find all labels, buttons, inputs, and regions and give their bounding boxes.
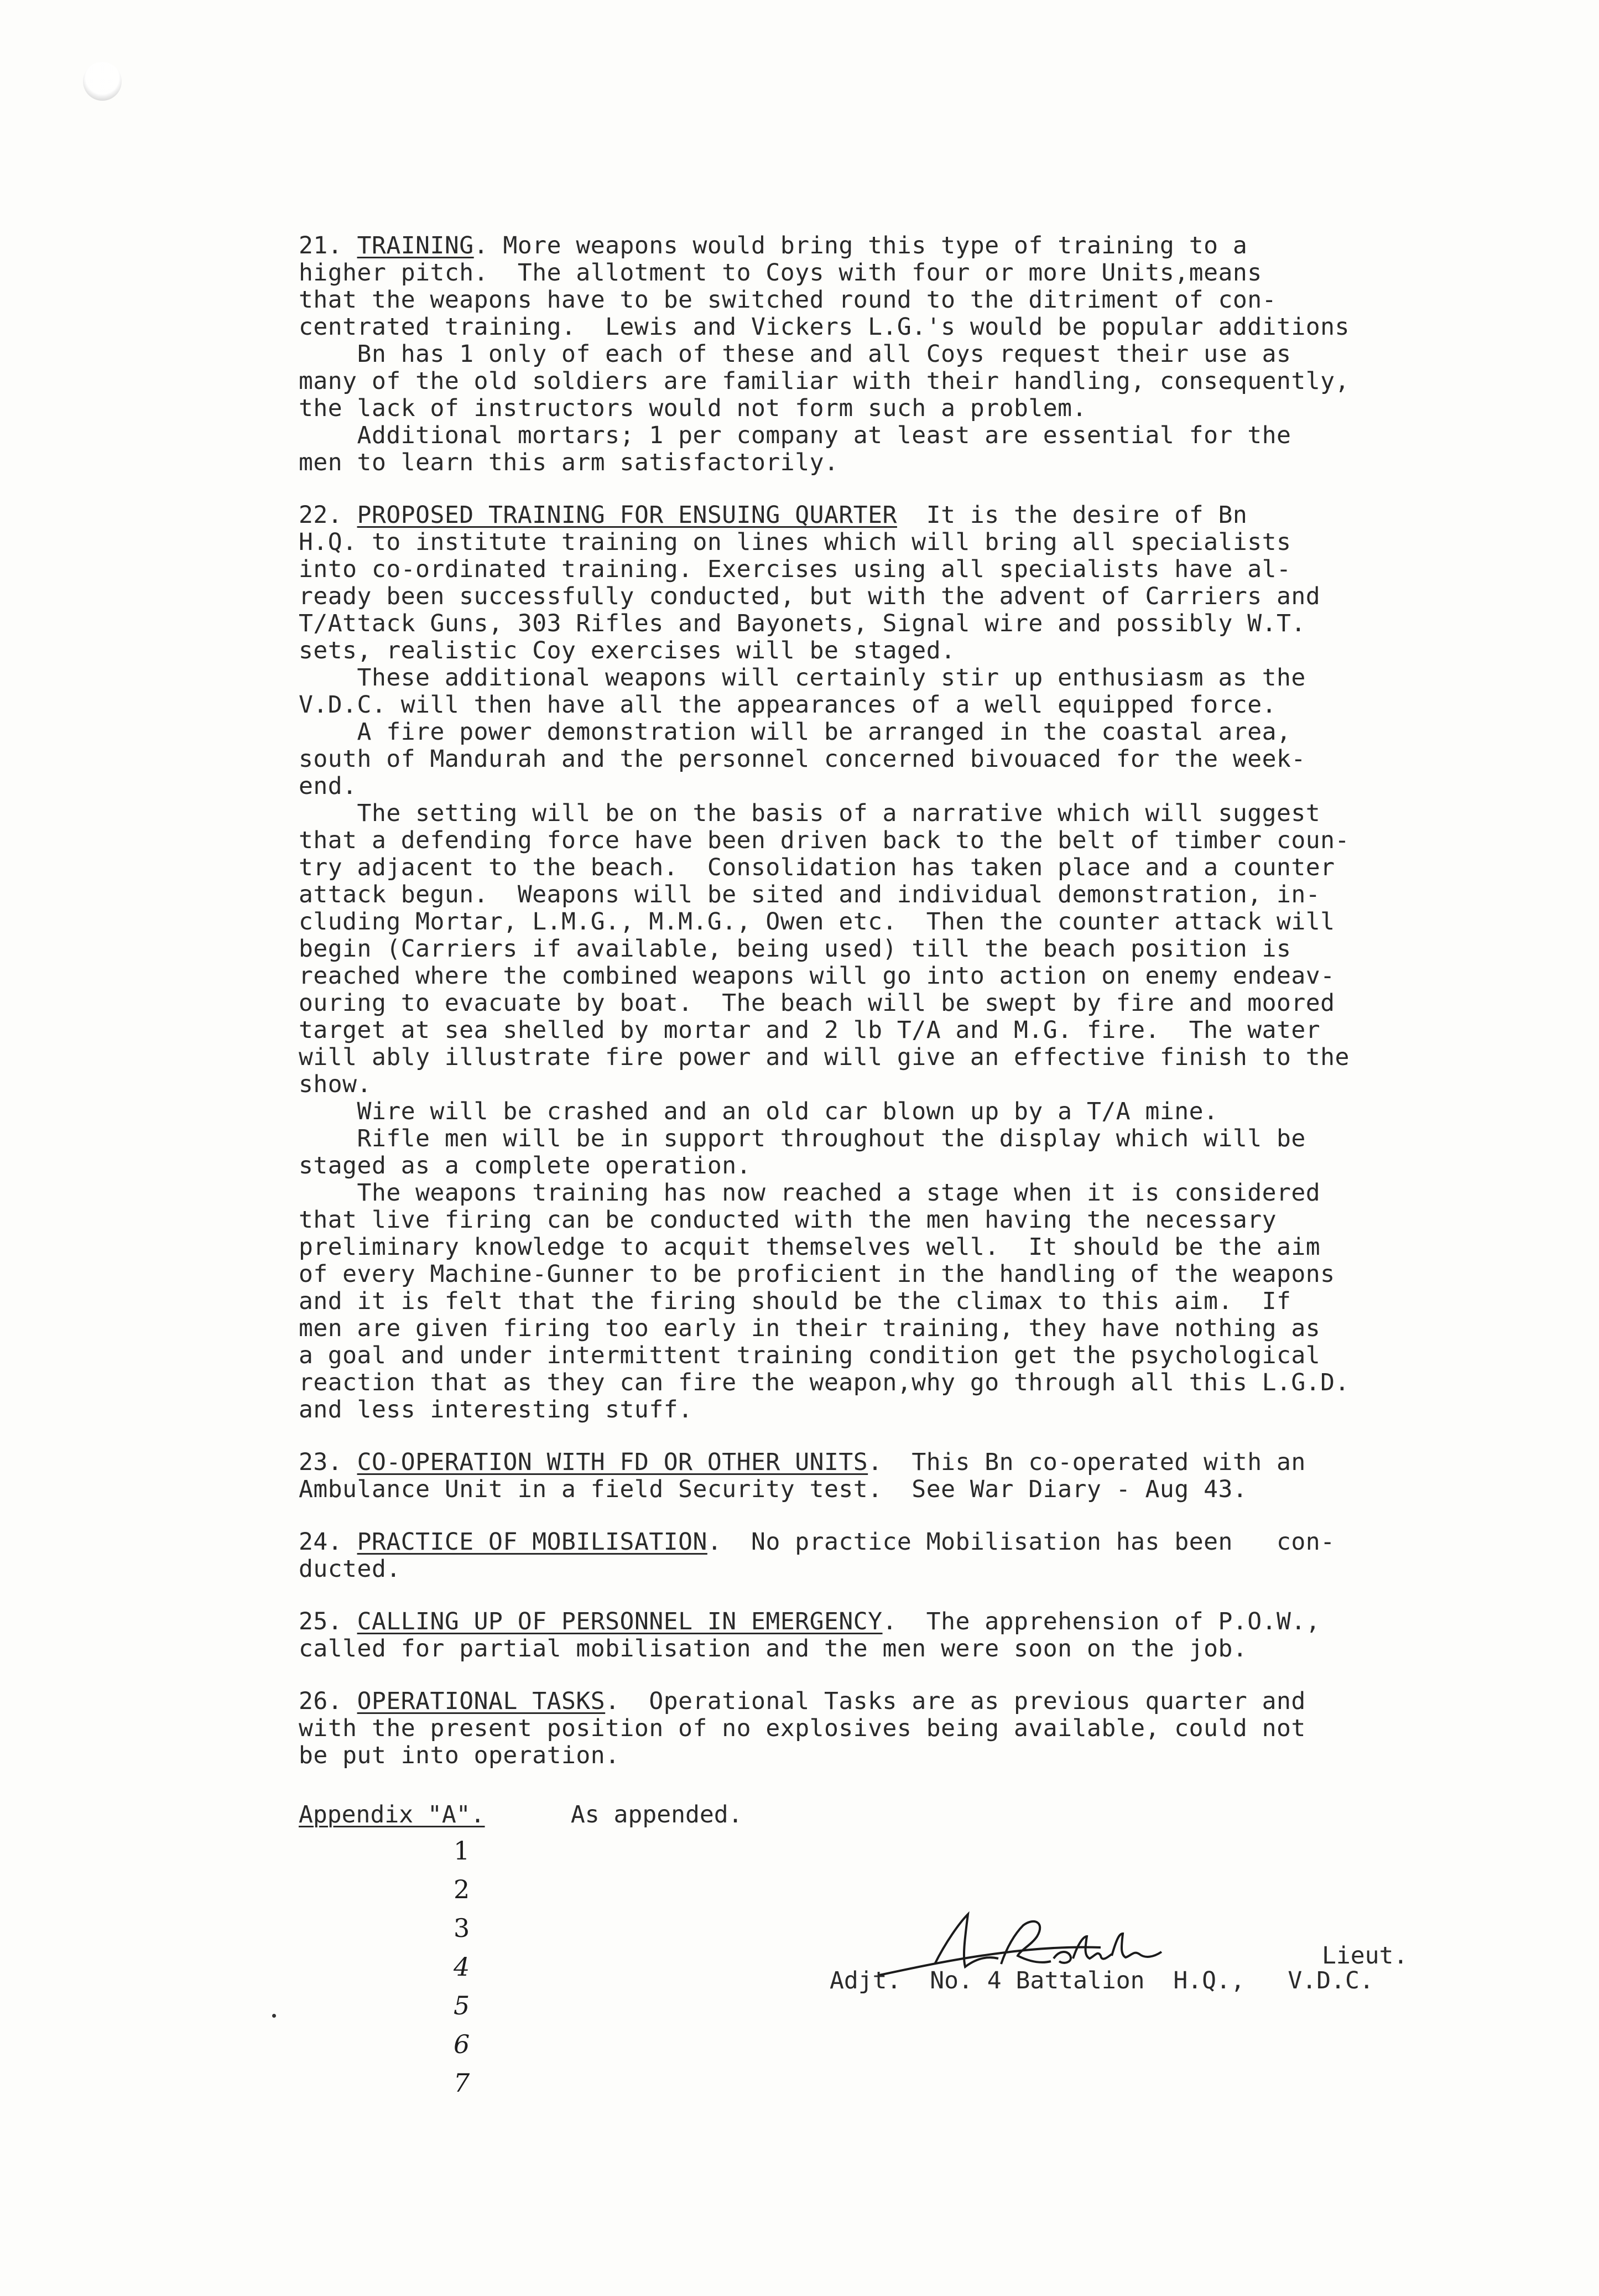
text-line: south of Mandurah and the personnel concerned bivouaced for the week-	[299, 745, 1306, 773]
paragraph-text: . The apprehension of P.O.W.,	[882, 1608, 1321, 1635]
paragraph-text: . This Bn co-operated with an	[868, 1448, 1306, 1476]
paragraph-text: It is the desire of Bn	[897, 501, 1248, 529]
text-line: The weapons training has now reached a stage when it is considered	[299, 1179, 1321, 1207]
appendix-number: 4	[454, 1952, 470, 1982]
appendix-number: 5	[454, 1991, 470, 2020]
paragraph	[299, 1688, 1460, 1769]
paragraph-number: 23.	[299, 1448, 357, 1476]
signature-rank: Lieut.	[1322, 1942, 1408, 1970]
text-line	[299, 232, 1460, 259]
text-line: reaction that as they can fire the weapon,why go through all this L.G.D.	[299, 1369, 1350, 1396]
text-line: many of the old soldiers are familiar with their handling, consequently,	[299, 367, 1350, 395]
text-line: with the present position of no explosives being available, could not	[299, 1715, 1306, 1742]
appendix-number: 6	[454, 2029, 470, 2059]
appendix-number-list	[454, 1831, 470, 2102]
appendix-number: 2	[454, 1874, 470, 1904]
paragraph	[299, 1529, 1460, 1583]
text-line: cluding Mortar, L.M.G., M.M.G., Owen etc. Then the counter attack will	[299, 908, 1335, 936]
paragraph-heading: PRACTICE OF MOBILISATION	[357, 1528, 707, 1556]
text-line	[299, 1449, 1460, 1476]
text-line: that a defending force have been driven back to the belt of timber coun-	[299, 827, 1350, 854]
paragraph-text: . Operational Tasks are as previous quarter and	[605, 1687, 1306, 1715]
text-line: be put into operation.	[299, 1742, 620, 1769]
text-line: and less interesting stuff.	[299, 1396, 693, 1424]
paragraph-number: 21.	[299, 232, 357, 259]
paragraph-heading: CO-OPERATION WITH FD OR OTHER UNITS	[357, 1448, 868, 1476]
text-line: V.D.C. will then have all the appearances of a well equipped force.	[299, 691, 1277, 719]
text-line	[299, 1688, 1460, 1715]
appendix-number: 7	[454, 2068, 470, 2098]
text-line: ducted.	[299, 1555, 401, 1583]
text-line: show.	[299, 1071, 372, 1098]
text-line: reached where the combined weapons will go into action on enemy endeav-	[299, 962, 1335, 990]
paragraph-heading: TRAINING	[357, 232, 474, 259]
text-line: try adjacent to the beach. Consolidation has taken place and a counter	[299, 854, 1335, 881]
paragraph	[299, 232, 1460, 476]
text-line: begin (Carriers if available, being used) till the beach position is	[299, 935, 1291, 963]
text-line: will ably illustrate fire power and will give an effective finish to the	[299, 1043, 1350, 1071]
paragraph-heading: CALLING UP OF PERSONNEL IN EMERGENCY	[357, 1608, 883, 1635]
text-line: that the weapons have to be switched round to the ditriment of con-	[299, 286, 1277, 314]
text-line: of every Machine-Gunner to be proficient in the handling of the weapons	[299, 1260, 1335, 1288]
text-line: men to learn this arm satisfactorily.	[299, 449, 839, 476]
text-line: The setting will be on the basis of a narrative which will suggest	[299, 799, 1321, 827]
punch-hole	[83, 62, 122, 101]
text-line: Ambulance Unit in a field Security test. See War Diary - Aug 43.	[299, 1476, 1248, 1503]
paragraph-heading: PROPOSED TRAINING FOR ENSUING QUARTER	[357, 501, 897, 529]
text-line: H.Q. to institute training on lines which will bring all specialists	[299, 528, 1291, 556]
text-line: men are given firing too early in their training, they have nothing as	[299, 1315, 1321, 1342]
paragraph-text: . No practice Mobilisation has been con-	[707, 1528, 1335, 1556]
report-body	[299, 232, 1460, 1795]
text-line: ouring to evacuate by boat. The beach will be swept by fire and moored	[299, 989, 1335, 1017]
text-line: target at sea shelled by mortar and 2 lb T/A and M.G. fire. The water	[299, 1016, 1321, 1044]
text-line: ready been successfully conducted, but with the advent of Carriers and	[299, 583, 1321, 610]
signature-title: Adjt. No. 4 Battalion H.Q., V.D.C.	[830, 1967, 1374, 1994]
text-line: Wire will be crashed and an old car blown up by a T/A mine.	[299, 1098, 1218, 1125]
text-line: centrated training. Lewis and Vickers L.G.'s would be popular additions	[299, 313, 1350, 341]
text-line: that live firing can be conducted with the men having the necessary	[299, 1206, 1277, 1234]
paragraph	[299, 502, 1460, 1424]
text-line: Rifle men will be in support throughout the display which will be	[299, 1125, 1306, 1152]
text-line: preliminary knowledge to acquit themselves well. It should be the aim	[299, 1233, 1321, 1261]
text-line: attack begun. Weapons will be sited and individual demonstration, in-	[299, 881, 1321, 908]
paragraph-number: 25.	[299, 1608, 357, 1635]
stray-mark	[272, 2014, 276, 2018]
text-line: T/Attack Guns, 303 Rifles and Bayonets, Signal wire and possibly W.T.	[299, 610, 1306, 637]
paragraph-number: 24.	[299, 1528, 357, 1556]
paragraph-text: . More weapons would bring this type of training to a	[473, 232, 1248, 259]
text-line: into co-ordinated training. Exercises using all specialists have al-	[299, 555, 1291, 583]
text-line: end.	[299, 772, 357, 800]
appendix-line	[299, 1801, 743, 1829]
text-line: Bn has 1 only of each of these and all Coys request their use as	[299, 340, 1291, 368]
text-line	[299, 502, 1460, 529]
text-line	[299, 1529, 1460, 1556]
paragraph-number: 26.	[299, 1687, 357, 1715]
text-line	[299, 1608, 1460, 1635]
text-line: higher pitch. The allotment to Coys with four or more Units,means	[299, 259, 1262, 287]
text-line: sets, realistic Coy exercises will be staged.	[299, 637, 956, 664]
text-line: Additional mortars; 1 per company at least are essential for the	[299, 422, 1291, 449]
text-line: the lack of instructors would not form such a problem.	[299, 394, 1087, 422]
text-line: a goal and under intermittent training condition get the psychological	[299, 1342, 1321, 1369]
text-line: A fire power demonstration will be arranged in the coastal area,	[299, 718, 1291, 746]
text-line: and it is felt that the firing should be the climax to this aim. If	[299, 1287, 1291, 1315]
text-line: staged as a complete operation.	[299, 1152, 752, 1180]
appendix-label: Appendix "A".	[299, 1801, 485, 1829]
appendix-number: 3	[454, 1913, 470, 1943]
paragraph	[299, 1608, 1460, 1663]
paragraph-number: 22.	[299, 501, 357, 529]
appendix-number: 1	[454, 1836, 470, 1866]
paragraph-heading: OPERATIONAL TASKS	[357, 1687, 606, 1715]
text-line: called for partial mobilisation and the men were soon on the job.	[299, 1635, 1248, 1663]
paragraph	[299, 1449, 1460, 1503]
text-line: These additional weapons will certainly stir up enthusiasm as the	[299, 664, 1306, 692]
appendix-value: As appended.	[570, 1801, 743, 1829]
